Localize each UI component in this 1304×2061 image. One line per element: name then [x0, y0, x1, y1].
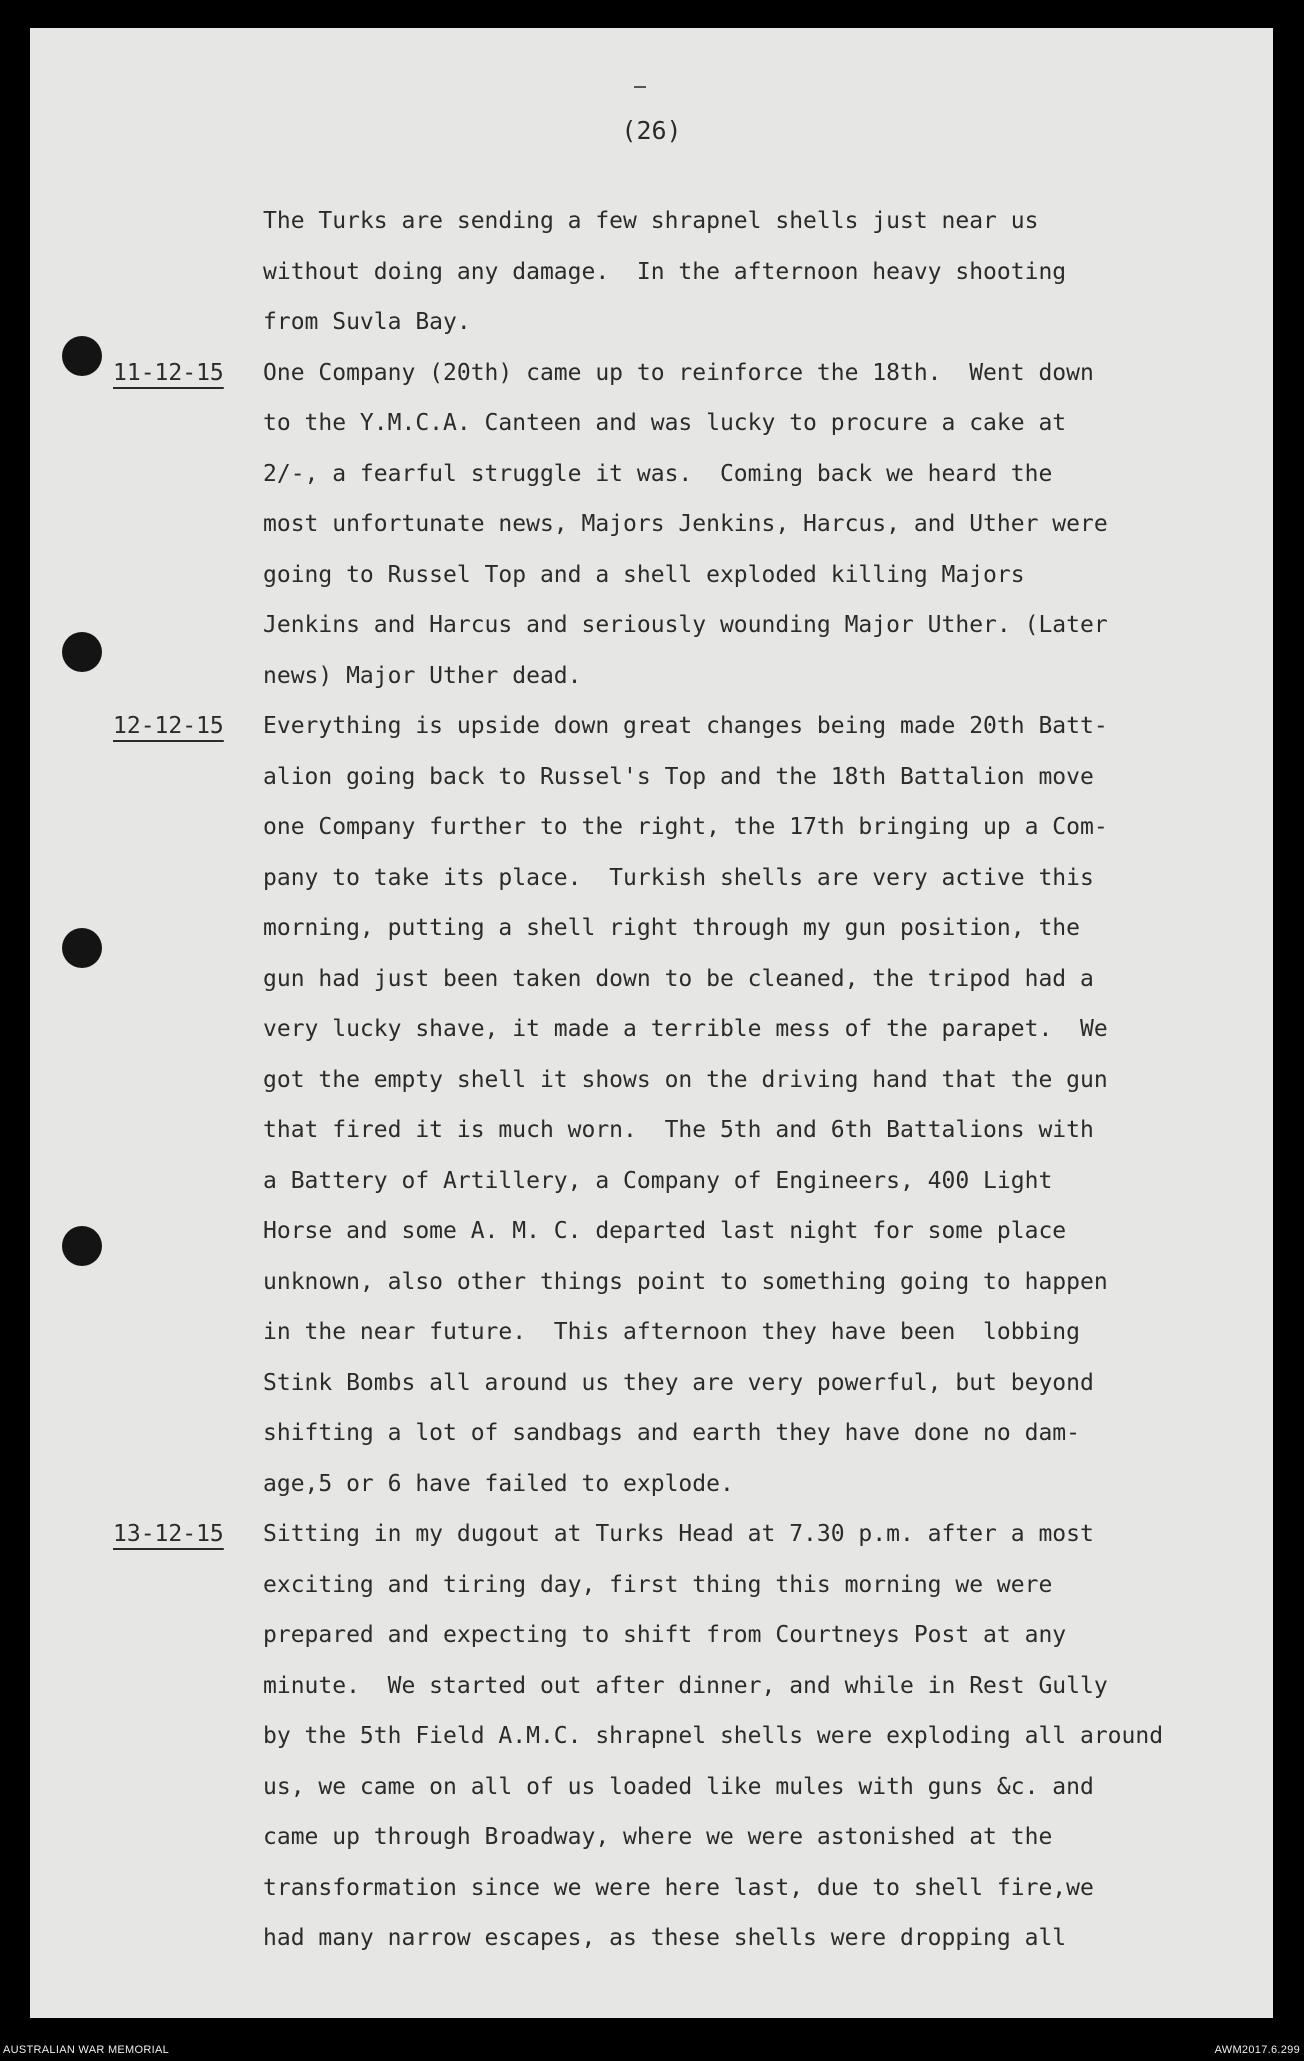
entry-text-line: morning, putting a shell right through my gun position, the [263, 915, 1080, 941]
entry-text-line: exciting and tiring day, first thing this morning we were [263, 1571, 1053, 1598]
entry-text-line: most unfortunate news, Majors Jenkins, Harcus, and Uther were [263, 511, 1108, 537]
entry-text-line: Everything is upside down great changes being made 20th Batt- [263, 713, 1108, 739]
entry-text-line: transformation since we were here last, due to shell fire,we [263, 1874, 1094, 1901]
entry-text-line: one Company further to the right, the 17th bringing up a Com- [263, 814, 1108, 840]
entry-text-line: Horse and some A. M. C. departed last night for some place [263, 1218, 1067, 1244]
entry-text-line: going to Russel Top and a shell exploded killing Majors [263, 561, 1025, 588]
entry-date: 13-12-15 [113, 1521, 224, 1547]
entry-text-line: came up through Broadway, where we were astonished at the [263, 1824, 1053, 1850]
diary-entry [30, 1509, 1273, 1964]
entry-text-line: One Company (20th) came up to reinforce the 18th. Went down [263, 359, 1094, 386]
entry-text-line: age,5 or 6 have failed to explode. [263, 1470, 734, 1497]
entry-text-line: alion going back to Russel's Top and the 18th Battalion move [263, 763, 1094, 790]
entry-text-line: Stink Bombs all around us they are very powerful, but beyond [263, 1369, 1094, 1396]
diary-entry [30, 196, 1273, 348]
entry-text-line: had many narrow escapes, as these shells were dropping all [263, 1925, 1067, 1951]
footer-reference: AWM2017.6.299 [1214, 2044, 1300, 2056]
diary-entry [30, 701, 1273, 1509]
footer-credit: AUSTRALIAN WAR MEMORIAL [3, 2044, 170, 2056]
entry-text-line: prepared and expecting to shift from Courtneys Post at any [263, 1622, 1067, 1648]
entry-text-line: got the empty shell it shows on the driving hand that the gun [263, 1066, 1108, 1093]
entry-text-line: us, we came on all of us loaded like mules with guns &c. and [263, 1773, 1094, 1800]
document-page [30, 28, 1273, 2018]
entry-text-line: news) Major Uther dead. [263, 662, 582, 689]
entry-date: 11-12-15 [113, 359, 224, 386]
entry-text-line: unknown, also other things point to something going to happen [263, 1268, 1108, 1295]
entry-date: 12-12-15 [113, 713, 224, 739]
entry-text-line: in the near future. This afternoon they have been lobbing [263, 1319, 1080, 1345]
entry-text-line: that fired it is much worn. The 5th and 6th Battalions with [263, 1117, 1094, 1143]
entry-text-line: without doing any damage. In the afternoon heavy shooting [263, 258, 1067, 285]
diary-entry [30, 348, 1273, 702]
entry-text-line: by the 5th Field A.M.C. shrapnel shells were exploding all around [263, 1723, 1164, 1749]
entry-text-line: pany to take its place. Turkish shells are very active this [263, 864, 1094, 891]
pen-mark [634, 86, 646, 88]
diary-entries [30, 196, 1273, 1964]
entry-text-line: shifting a lot of sandbags and earth they have done no dam- [263, 1420, 1080, 1446]
entry-text-line: Jenkins and Harcus and seriously wounding Major Uther. (Later [263, 612, 1108, 638]
entry-text-line: gun had just been taken down to be cleaned, the tripod had a [263, 965, 1094, 992]
entry-text-line: 2/-, a fearful struggle it was. Coming back we heard the [263, 460, 1053, 487]
entry-text-line: from Suvla Bay. [263, 309, 471, 335]
page-number: (26) [621, 116, 682, 145]
entry-text-line: Sitting in my dugout at Turks Head at 7.30 p.m. after a most [263, 1521, 1094, 1547]
entry-text-line: a Battery of Artillery, a Company of Engineers, 400 Light [263, 1167, 1053, 1194]
entry-text-line: The Turks are sending a few shrapnel shells just near us [263, 208, 1039, 234]
entry-text-line: very lucky shave, it made a terrible mess of the parapet. We [263, 1016, 1108, 1042]
entry-text-line: minute. We started out after dinner, and while in Rest Gully [263, 1672, 1108, 1699]
entry-text-line: to the Y.M.C.A. Canteen and was lucky to procure a cake at [263, 410, 1067, 436]
